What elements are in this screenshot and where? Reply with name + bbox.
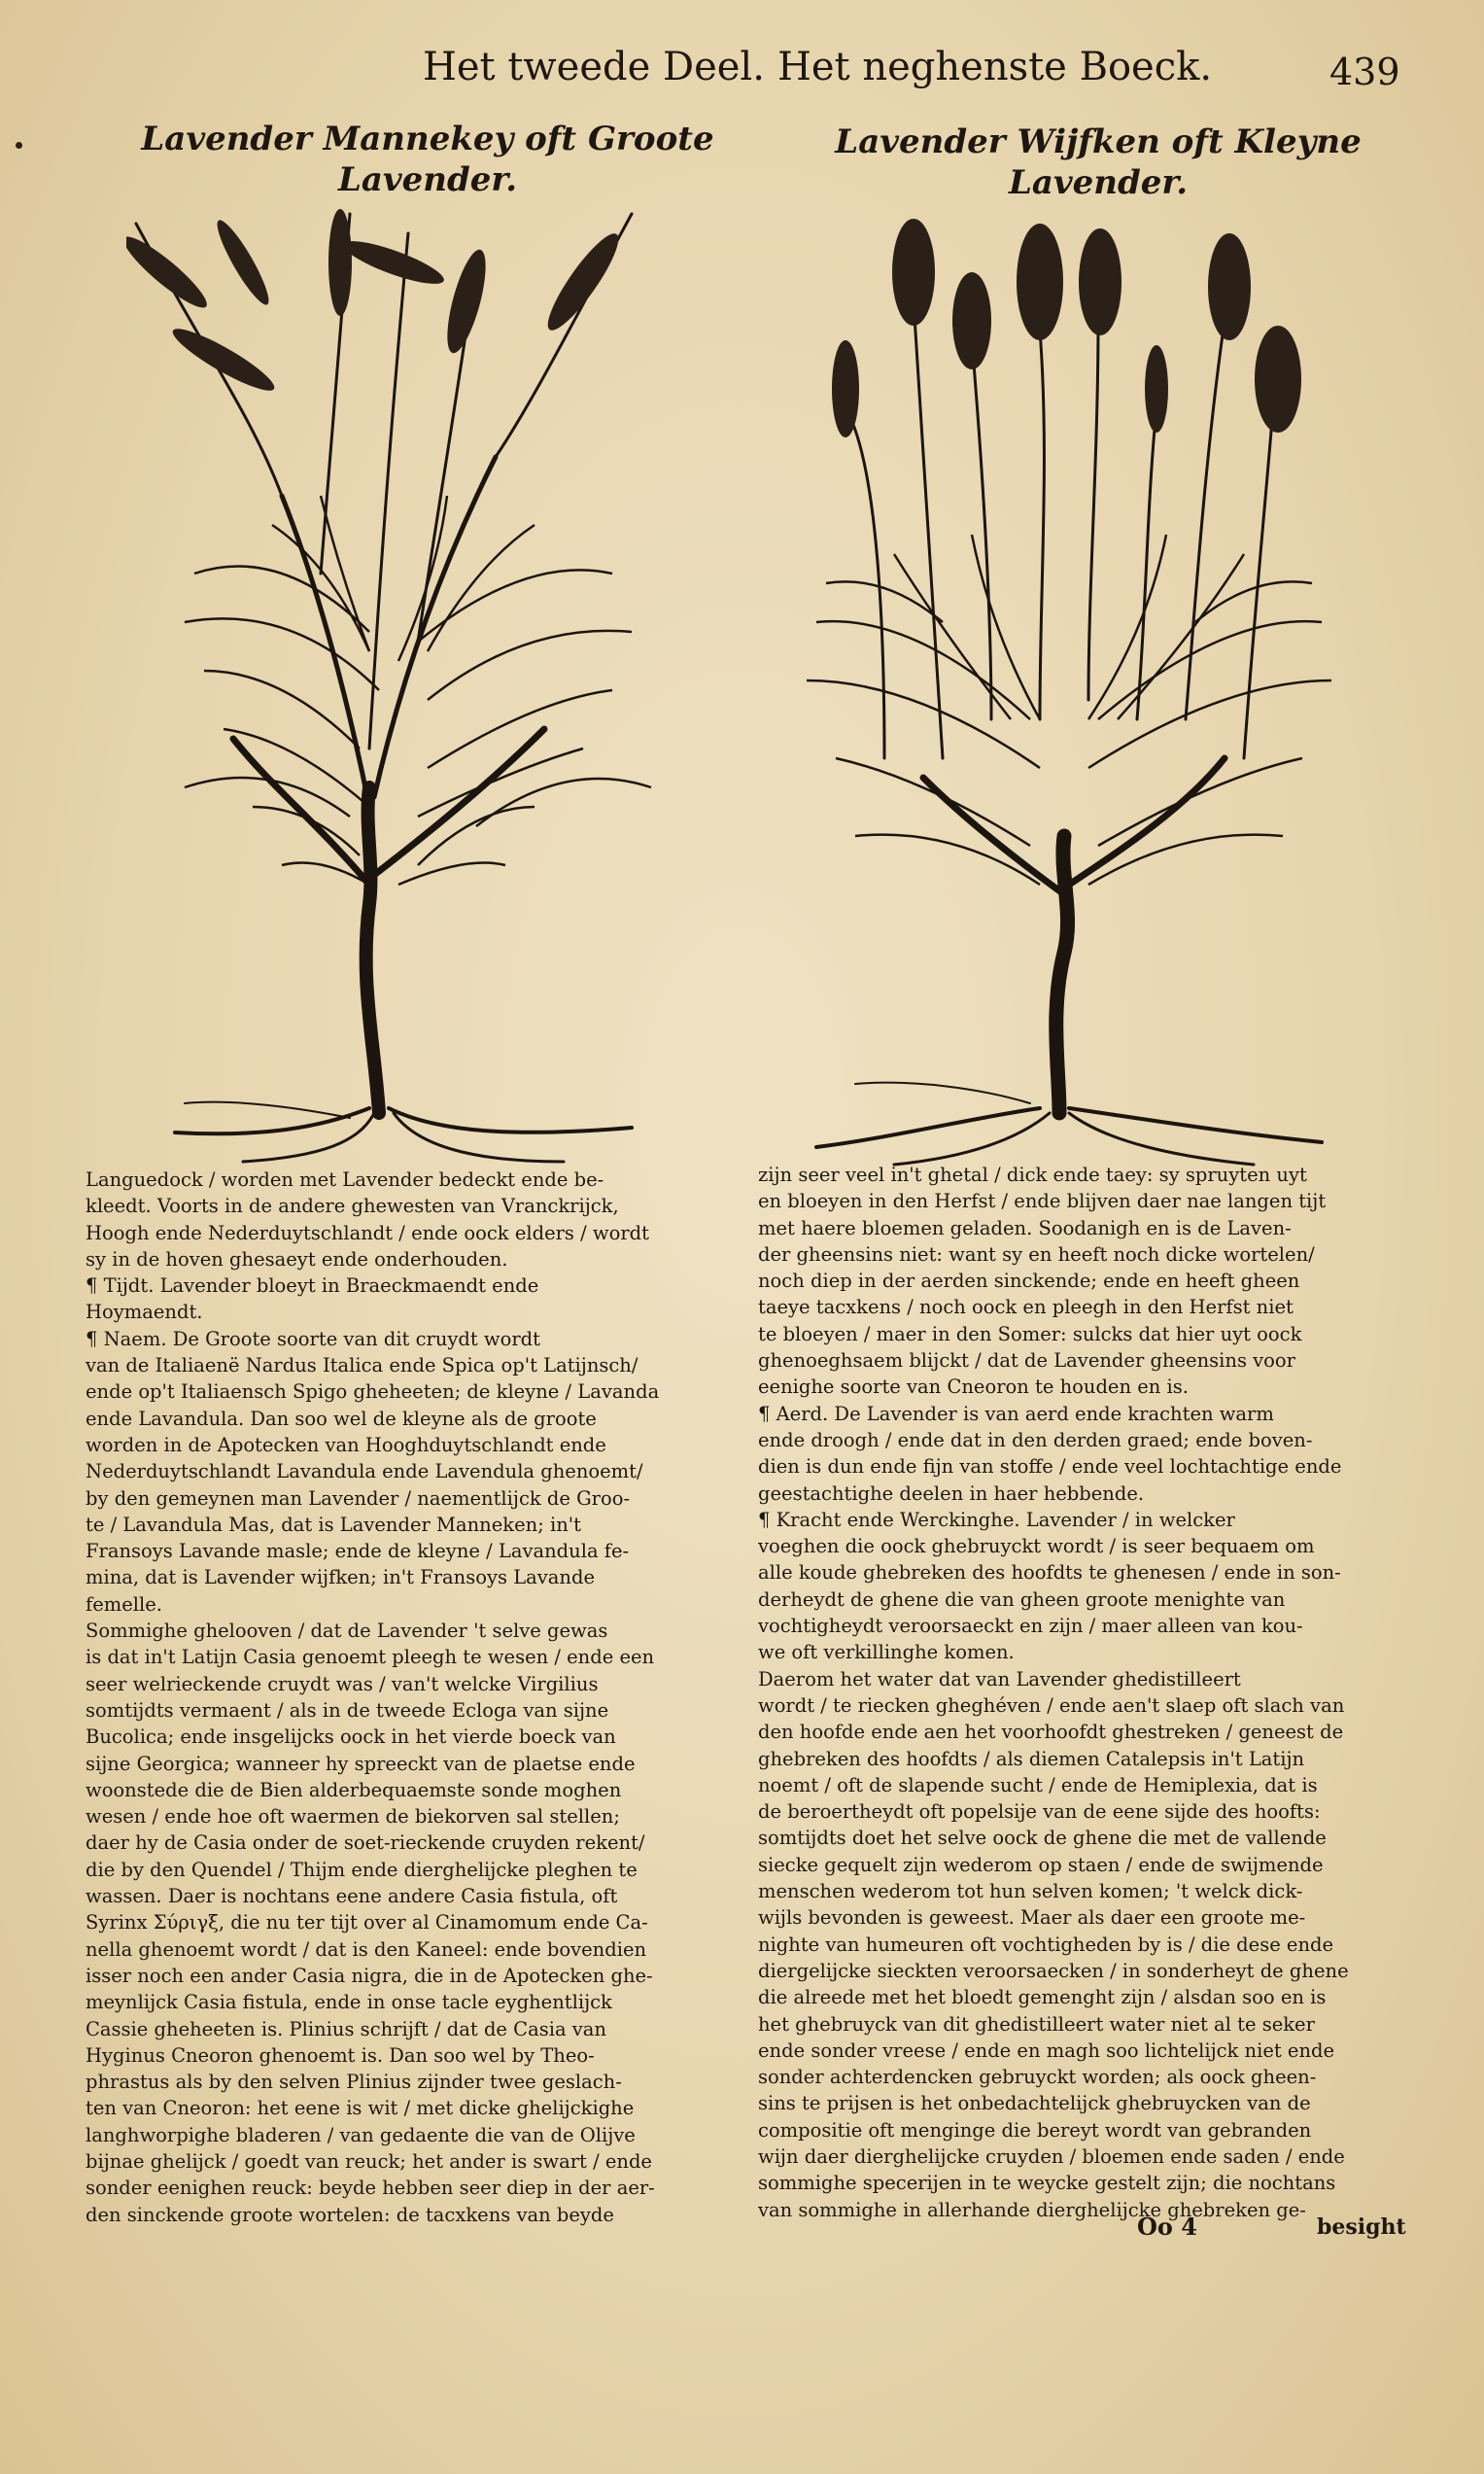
text-line: Fransoys Lavande masle; ende de kleyne / Lavandula fe- bbox=[86, 1540, 630, 1563]
text-line: de beroertheydt oft popelsije van de eene sijde des hoofts: bbox=[758, 1800, 1321, 1824]
text-line: Bucolica; ende insgelijcks oock in het vierde boeck van bbox=[86, 1725, 616, 1749]
text-line: en bloeyen in den Herfst / ende blijven daer nae langen tijt bbox=[758, 1190, 1327, 1213]
text-line: noemt / oft de slapende sucht / ende de Hemiplexia, dat is bbox=[758, 1773, 1318, 1796]
text-line: sonder eenighen reuck: beyde hebben seer diep in der aer- bbox=[86, 2177, 655, 2200]
text-line: ghebreken des hoofdts / als diemen Catalepsis in't Latijn bbox=[758, 1747, 1305, 1770]
text-column-right bbox=[758, 1162, 1390, 2223]
text-line: ¶ Naem. De Groote soorte van dit cruydt wordt bbox=[86, 1327, 540, 1350]
text-line: ¶ Aerd. De Lavender is van aerd ende krachten warm bbox=[758, 1402, 1274, 1425]
ink-dot bbox=[16, 142, 22, 149]
text-line: sijne Georgica; wanneer hy spreeckt van de plaetse ende bbox=[86, 1752, 636, 1775]
signature-mark: Oo 4 bbox=[1137, 2213, 1197, 2241]
text-line: ende sonder vreese / ende en magh soo lichtelijck niet ende bbox=[758, 2038, 1335, 2062]
text-line: bijnae ghelijck / goedt van reuck; het ander is swart / ende bbox=[86, 2149, 652, 2173]
text-line: Nederduytschlandt Lavandula ende Lavendula ghenoemt/ bbox=[86, 1460, 643, 1483]
text-line: siecke gequelt zijn wederom op staen / ende de swijmende bbox=[758, 1853, 1324, 1876]
text-line: ende droogh / ende dat in den derden graed; ende boven- bbox=[758, 1428, 1313, 1451]
text-line: nella ghenoemt wordt / dat is den Kaneel: ende bovendien bbox=[86, 1937, 647, 1961]
text-line: Cassie gheheeten is. Plinius schrijft / dat de Casia van bbox=[86, 2017, 606, 2040]
text-line: langhworpighe bladeren / van gedaente die van de Olijve bbox=[86, 2123, 636, 2146]
text-line: dien is dun ende fijn van stoffe / ende veel lochtachtige ende bbox=[758, 1455, 1342, 1479]
page-number: 439 bbox=[1329, 51, 1400, 93]
text-line: sonder achterdencken gebruyckt worden; als oock gheen- bbox=[758, 2066, 1317, 2089]
text-column-left bbox=[86, 1167, 729, 2228]
text-line: is dat in't Latijn Casia genoemt pleegh te wesen / ende een bbox=[86, 1646, 655, 1669]
text-line: daer hy de Casia onder de soet-rieckende cruyden rekent/ bbox=[86, 1831, 645, 1855]
header-book: Het neghenste Boeck. bbox=[777, 45, 1213, 89]
text-line: zijn seer veel in't ghetal / dick ende taey: sy spruyten uyt bbox=[758, 1164, 1307, 1186]
woodcut-lavender-female bbox=[797, 214, 1341, 1167]
text-line: sins te prijsen is het onbedachtelijck ghebruycken van de bbox=[758, 2092, 1311, 2115]
text-line: die alreede met het bloedt gemenght zijn / alsdan soo en is bbox=[758, 1986, 1327, 2009]
text-line: nighte van humeuren oft vochtigheden by is / die dese ende bbox=[758, 1933, 1334, 1956]
text-line: seer welrieckende cruydt was / van't welcke Virgilius bbox=[86, 1672, 599, 1695]
text-line: het ghebruyck van dit ghedistilleert water niet al te seker bbox=[758, 2012, 1315, 2036]
text-line: derheydt de ghene die van gheen groote menighte van bbox=[758, 1587, 1286, 1611]
text-line: sy in de hoven ghesaeyt ende onderhouden. bbox=[86, 1247, 508, 1271]
caption-right-line1: Lavender Wijfken oft Kleyne bbox=[835, 122, 1362, 161]
text-line: Hoogh ende Nederduytschlandt / ende oock elders / wordt bbox=[86, 1221, 649, 1244]
text-line: Sommighe ghelooven / dat de Lavender 't selve gewas bbox=[86, 1620, 608, 1643]
text-line: somtijdts doet het selve oock de ghene die met de vallende bbox=[758, 1827, 1327, 1850]
text-line: vochtigheydt veroorsaeckt en zijn / maer alleen van kou- bbox=[758, 1615, 1303, 1638]
running-header bbox=[0, 41, 1484, 109]
text-line: menschen wederom tot hun selven komen; 't welck dick- bbox=[758, 1880, 1303, 1903]
text-line: van sommighe in allerhande dierghelijcke ghebreken ge- bbox=[758, 2198, 1306, 2221]
caption-left-line2: Lavender. bbox=[337, 160, 518, 199]
text-line: Daerom het water dat van Lavender ghedistilleert bbox=[758, 1667, 1241, 1690]
text-line: meynlijck Casia fistula, ende in onse tacle eyghentlijck bbox=[86, 1991, 612, 2014]
text-line: van de Italiaenë Nardus Italica ende Spica op't Latijnsch/ bbox=[86, 1354, 638, 1377]
text-line: wordt / te riecken gheghéven / ende aen't slaep oft slach van bbox=[758, 1693, 1345, 1717]
text-line: phrastus als by den selven Plinius zijnder twee geslach- bbox=[86, 2071, 622, 2094]
text-line: mina, dat is Lavender wijfken; in't Fransoys Lavande bbox=[86, 1566, 595, 1589]
text-line: ten van Cneoron: het eene is wit / met dicke ghelijckighe bbox=[86, 2097, 635, 2120]
header-part: Het tweede Deel. bbox=[423, 45, 765, 89]
text-line: ende op't Italiaensch Spigo gheheeten; de kleyne / Lavanda bbox=[86, 1380, 660, 1404]
text-line: somtijdts vermaent / als in de tweede Ecloga van sijne bbox=[86, 1698, 609, 1722]
text-line: alle koude ghebreken des hoofdts te ghenesen / ende in son- bbox=[758, 1561, 1341, 1585]
text-line: we oft verkillinghe komen. bbox=[758, 1641, 1015, 1664]
woodcut-lavender-male bbox=[126, 204, 700, 1167]
text-line: compositie oft menginge die bereyt wordt van gebranden bbox=[758, 2118, 1312, 2142]
text-line: kleedt. Voorts in de andere ghewesten van Vranckrijck, bbox=[86, 1195, 619, 1218]
text-line: den sinckende groote wortelen: de tacxkens van beyde bbox=[86, 2203, 614, 2226]
caption-right-line2: Lavender. bbox=[1008, 163, 1189, 202]
text-line: worden in de Apotecken van Hooghduytschlandt ende bbox=[86, 1433, 606, 1456]
text-line: diergelijcke sieckten veroorsaecken / in sonderheyt de ghene bbox=[758, 1959, 1349, 1982]
text-line: Languedock / worden met Lavender bedeckt ende be- bbox=[86, 1168, 604, 1191]
text-line: eenighe soorte van Cneoron te houden en is. bbox=[758, 1376, 1189, 1399]
text-line: sommighe specerijen in te weycke gestelt zijn; die nochtans bbox=[758, 2172, 1336, 2195]
text-line: te / Lavandula Mas, dat is Lavender Manneken; in't bbox=[86, 1513, 581, 1536]
text-line: isser noch een ander Casia nigra, die in de Apotecken ghe- bbox=[86, 1964, 653, 1987]
text-line: noch diep in der aerden sinckende; ende en heeft gheen bbox=[758, 1270, 1300, 1293]
text-line: by den gemeynen man Lavender / naementlijck de Groo- bbox=[86, 1486, 631, 1510]
text-line: wijls bevonden is geweest. Maer als daer een groote me- bbox=[758, 1906, 1306, 1930]
text-line: wassen. Daer is nochtans eene andere Casia fistula, oft bbox=[86, 1885, 618, 1908]
text-line: Hyginus Cneoron ghenoemt is. Dan soo wel by Theo- bbox=[86, 2043, 595, 2067]
text-line: Syrinx Σύριγξ, die nu ter tijt over al Cinamomum ende Ca- bbox=[86, 1911, 648, 1934]
text-line: Hoymaendt. bbox=[86, 1301, 203, 1324]
text-line: voeghen die oock ghebruyckt wordt / is seer bequaem om bbox=[758, 1535, 1315, 1558]
text-line: taeye tacxkens / noch oock en pleegh in den Herfst niet bbox=[758, 1296, 1294, 1319]
caption-right bbox=[826, 122, 1370, 203]
text-line: woonstede die de Bien alderbequaemste sonde moghen bbox=[86, 1778, 622, 1801]
catchword: besight bbox=[1317, 2214, 1406, 2240]
text-line: ghenoeghsaem blijckt / dat de Lavender gheensins voor bbox=[758, 1349, 1295, 1373]
caption-left bbox=[136, 119, 719, 200]
text-line: ¶ Tijdt. Lavender bloeyt in Braeckmaendt ende bbox=[86, 1274, 539, 1298]
text-line: met haere bloemen geladen. Soodanigh en is de Laven- bbox=[758, 1216, 1292, 1239]
text-line: te bloeyen / maer in den Somer: sulcks dat hier uyt oock bbox=[758, 1322, 1302, 1345]
text-line: ¶ Kracht ende Werckinghe. Lavender / in welcker bbox=[758, 1508, 1235, 1531]
text-line: die by den Quendel / Thijm ende dierghelijcke pleghen te bbox=[86, 1858, 638, 1881]
text-line: den hoofde ende aen het voorhoofdt ghestreken / geneest de bbox=[758, 1721, 1344, 1744]
text-line: geestachtighe deelen in haer hebbende. bbox=[758, 1481, 1145, 1505]
text-line: ende Lavandula. Dan soo wel de kleyne als de groote bbox=[86, 1407, 597, 1430]
text-line: wesen / ende hoe oft waermen de biekorven sal stellen; bbox=[86, 1805, 620, 1829]
text-line: der gheensins niet: want sy en heeft noch dicke wortelen/ bbox=[758, 1242, 1315, 1266]
text-line: femelle. bbox=[86, 1592, 162, 1616]
text-line: wijn daer dierghelijcke cruyden / bloemen ende saden / ende bbox=[758, 2144, 1345, 2168]
caption-left-line1: Lavender Mannekey oft Groote bbox=[141, 120, 714, 158]
